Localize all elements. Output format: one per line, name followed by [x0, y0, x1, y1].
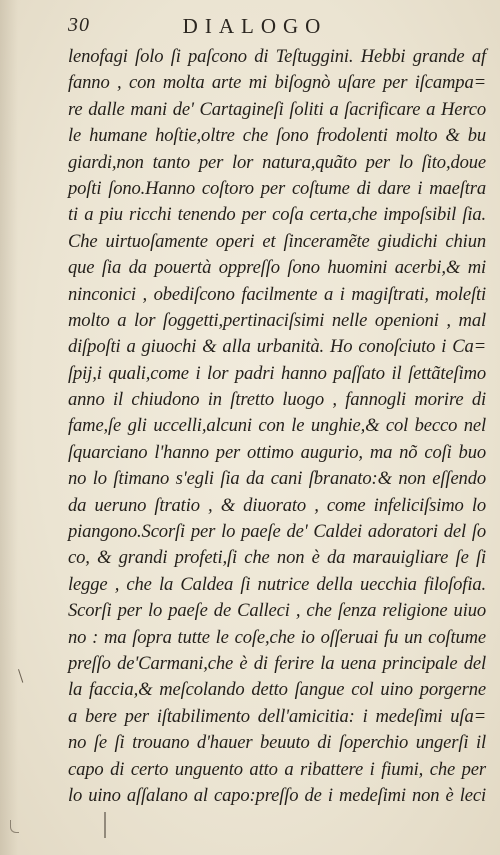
text-line: le humane hoſtie,oltre che ſono frodolenti molto & bu — [68, 125, 486, 147]
text-line: ti a piu ricchi tenendo per coſa certa,che impoſsibil ſia. — [68, 204, 486, 226]
page-header — [0, 14, 500, 40]
text-line: da ueruno ſtratio , & diuorato , come infeliciſsimo lo — [68, 494, 486, 516]
corner-pen-mark — [10, 820, 19, 833]
text-line: que ſia da pouertà oppreſſo ſono huomini acerbi,& mi — [68, 257, 486, 279]
text-line: legge , che la Caldea ſi nutrice della uecchia filoſofia. — [68, 573, 486, 595]
text-line: ſquarciano l'hanno per ottimo augurio, ma nõ coſi buo — [68, 441, 486, 463]
text-line: no ſe ſi trouano d'hauer beuuto di ſoperchio ungerſi il — [68, 732, 486, 754]
text-line: ſpij,i quali,come i lor padri hanno paſſato il ſettãteſimo — [68, 362, 486, 384]
text-line: anno il chiudono in ſtretto luogo , fannogli morire di — [68, 389, 486, 411]
text-line: a bere per iſtabilimento dell'amicitia: i medeſimi uſa= — [68, 705, 486, 727]
page-number: 30 — [68, 14, 90, 36]
bottom-pen-stroke — [104, 812, 106, 838]
body-text — [68, 44, 486, 809]
text-line: re dalle mani de' Cartagineſi ſoliti a ſacrificare a Herco — [68, 98, 486, 120]
text-line: fame,ſe gli uccelli,alcuni con le unghie,& col becco nel — [68, 415, 486, 437]
text-line: poſti ſono.Hanno coſtoro per coſtume di dare i maeſtra — [68, 177, 486, 199]
text-line: lo uino aſſalano al capo:preſſo de i medeſimi non è leci — [68, 784, 486, 806]
text-line: giardi,non tanto per lor natura,quãto per lo ſito,doue — [68, 151, 486, 173]
text-line: co, & grandi profeti,ſi che non è da marauigliare ſe ſi — [68, 547, 486, 569]
text-line: ninconici , obediſcono facilmente a i magiſtrati, moleſti — [68, 283, 486, 305]
text-line: Scorſi per lo paeſe de Calleci , che ſenza religione uiuo — [68, 600, 486, 622]
text-line: molto a lor ſoggetti,pertinaciſsimi nelle openioni , mal — [68, 309, 486, 331]
margin-pen-mark — [18, 667, 29, 682]
running-head: DIALOGO — [182, 14, 328, 38]
text-line: diſpoſti a giuochi & alla urbanità. Ho conoſciuto i Ca= — [68, 336, 486, 358]
text-line: no : ma ſopra tutte le coſe,che io oſſeruai fu un coſtume — [68, 626, 486, 648]
text-line: capo di certo unguento atto a ribattere i fiumi, che per — [68, 758, 486, 780]
text-line: lenofagi ſolo ſi paſcono di Teſtuggini. Hebbi grande af — [68, 46, 486, 67]
text-line: no lo ſtimano s'egli ſia da cani ſbranato:& non eſſendo — [68, 468, 486, 490]
text-line: preſſo de'Carmani,che è di ferire la uena principale del — [68, 652, 486, 674]
text-line: Che uirtuoſamente operi et ſinceramẽte giudichi chiun — [68, 230, 486, 252]
text-line: la faccia,& meſcolando detto ſangue col uino porgerne — [68, 679, 486, 701]
text-line: piangono.Scorſi per lo paeſe de' Caldei adoratori del ſo — [68, 521, 486, 543]
text-line: fanno , con molta arte mi biſognò uſare per iſcampa= — [68, 72, 486, 94]
